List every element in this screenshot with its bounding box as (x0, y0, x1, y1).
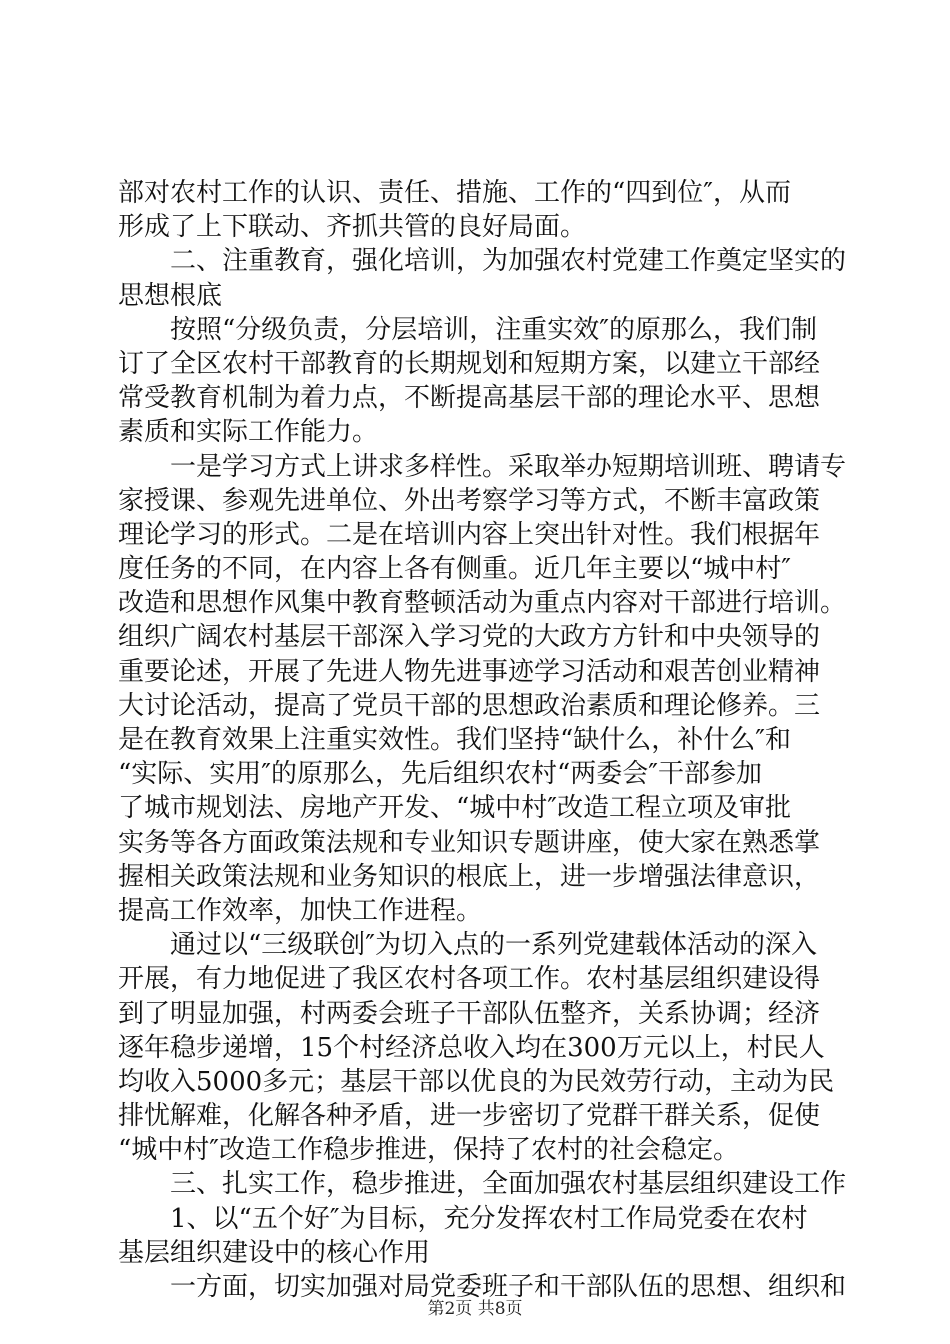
page-number-footer: 第2页 共8页 (427, 1299, 523, 1319)
text-line: 一是学习方式上讲求多样性。采取举办短期培训班、聘请专 (118, 451, 847, 482)
text-line: 提高工作效率，加快工作进程。 (118, 895, 483, 926)
text-line: 通过以“三级联创″为切入点的一系列党建载体活动的深入 (118, 930, 818, 961)
text-line: 握相关政策法规和业务知识的根底上，进一步增强法律意识， (118, 861, 821, 892)
text-line: 大讨论活动，提高了党员干部的思想政治素质和理论修养。三 (118, 690, 821, 721)
text-line: 改造和思想作风集中教育整顿活动为重点内容对干部进行培训。 (118, 588, 847, 619)
text-line: 均收入5000多元；基层干部以优良的为民效劳行动，主动为民 (118, 1066, 835, 1097)
section-heading: 三、扎实工作，稳步推进，全面加强农村基层组织建设工作 (118, 1169, 847, 1200)
text-line: “实际、实用″的原那么，先后组织农村“两委会″干部参加 (118, 759, 763, 790)
text-line: 度任务的不同，在内容上各有侧重。近几年主要以“城中村″ (118, 554, 792, 585)
text-line: 开展，有力地促进了我区农村各项工作。农村基层组织建设得 (118, 964, 821, 995)
text-line: 一方面，切实加强对局党委班子和干部队伍的思想、组织和 (118, 1272, 847, 1302)
text-line: 重要论述，开展了先进人物先进事迹学习活动和艰苦创业精神 (118, 656, 821, 687)
text-line: 理论学习的形式。二是在培训内容上突出针对性。我们根据年 (118, 519, 821, 550)
text-line: 订了全区农村干部教育的长期规划和短期方案，以建立干部经 (118, 348, 821, 379)
text-line: 了城市规划法、房地产开发、“城中村″改造工程立项及审批 (118, 793, 792, 824)
text-line: 实务等各方面政策法规和专业知识专题讲座，使大家在熟悉掌 (118, 827, 821, 858)
text-line: 是在教育效果上注重实效性。我们坚持“缺什么，补什么″和 (118, 725, 792, 755)
text-line: 排忧解难，化解各种矛盾，进一步密切了党群干群关系，促使 (118, 1101, 821, 1132)
text-line: 形成了上下联动、齐抓共管的良好局面。 (118, 212, 587, 243)
subsection-heading: 1、以“五个好″为目标，充分发挥农村工作局党委在农村 (118, 1203, 808, 1234)
text-line: 常受教育机制为着力点，不断提高基层干部的理论水平、思想 (118, 383, 821, 414)
text-line: 组织广阔农村基层干部深入学习党的大政方方针和中央领导的 (118, 622, 821, 653)
subsection-heading: 基层组织建设中的核心作用 (118, 1237, 431, 1268)
text-line: 素质和实际工作能力。 (118, 417, 379, 448)
text-line: “城中村″改造工作稳步推进，保持了农村的社会稳定。 (118, 1135, 740, 1166)
body-text (118, 176, 847, 1304)
text-line: 按照“分级负责，分层培训，注重实效″的原那么，我们制 (118, 314, 818, 345)
text-line: 家授课、参观先进单位、外出考察学习等方式，不断丰富政策 (118, 485, 821, 516)
section-heading: 思想根底 (118, 280, 223, 311)
section-heading: 二、注重教育，强化培训，为加强农村党建工作奠定坚实的 (118, 246, 847, 277)
text-line: 到了明显加强，村两委会班子干部队伍整齐，关系协调；经济 (118, 998, 821, 1029)
text-line: 逐年稳步递增，15个村经济总收入均在300万元以上，村民人 (118, 1032, 825, 1063)
text-line: 部对农村工作的认识、责任、措施、工作的“四到位″，从而 (118, 178, 792, 208)
